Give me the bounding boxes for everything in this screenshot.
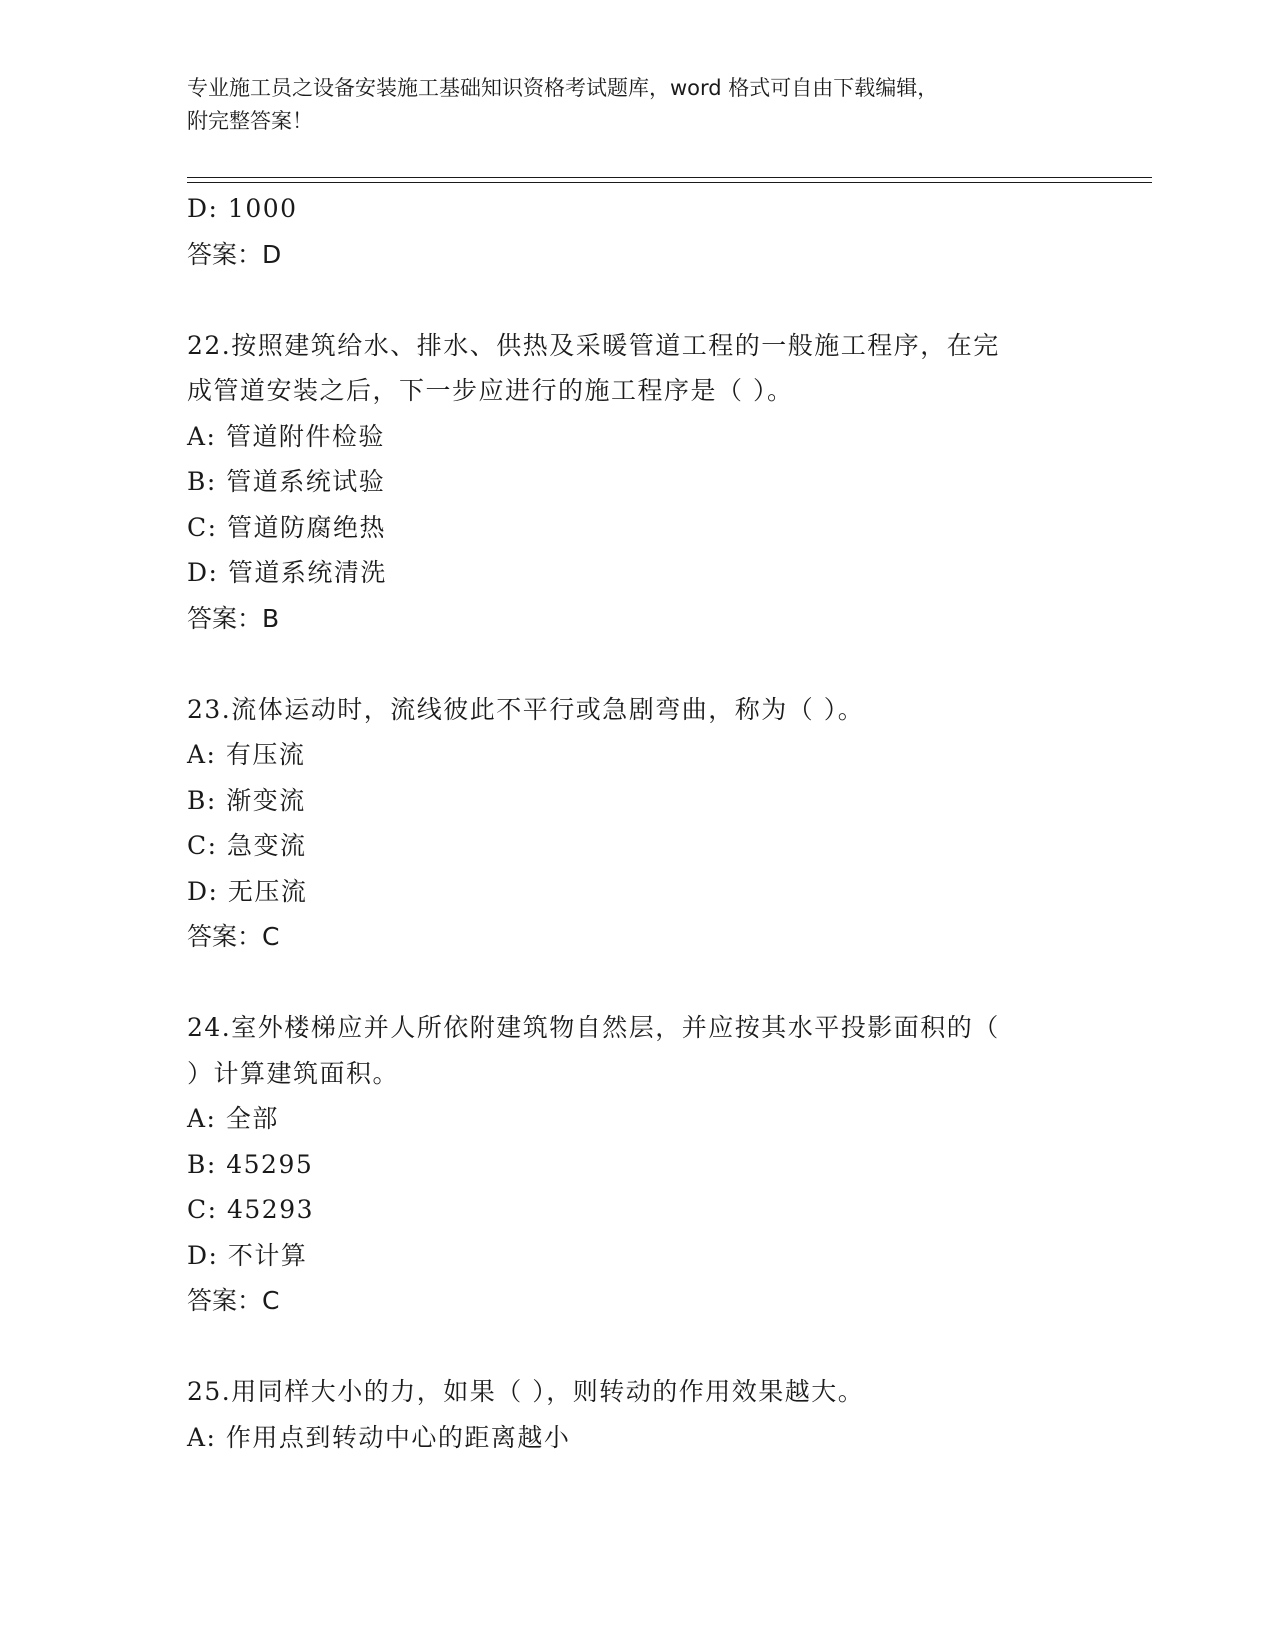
header-divider-top xyxy=(187,177,1152,178)
question-23 xyxy=(187,687,1087,960)
answer: 答案：B xyxy=(187,603,280,633)
spacer xyxy=(187,1324,1087,1370)
question-text-line: 25.用同样大小的力，如果（ ），则转动的作用效果越大。 xyxy=(187,1377,865,1406)
question-text-line: 成管道安装之后，下一步应进行的施工程序是（ ）。 xyxy=(187,376,794,405)
spacer xyxy=(187,641,1087,687)
question-text-line: 22.按照建筑给水、排水、供热及采暖管道工程的一般施工程序，在完 xyxy=(187,330,1000,360)
option-d: D: 无压流 xyxy=(187,876,308,906)
option-d: D: 不计算 xyxy=(187,1240,308,1270)
question-text-line: 24.室外楼梯应并人所依附建筑物自然层，并应按其水平投影面积的（ xyxy=(187,1013,1000,1042)
question-list xyxy=(187,186,1087,1460)
option-a: A: 管道附件检验 xyxy=(187,421,385,451)
header-line-1: 专业施工员之设备安装施工基础知识资格考试题库，word 格式可自由下载编辑， xyxy=(187,76,939,100)
question-22 xyxy=(187,323,1087,642)
document-header xyxy=(187,72,1087,138)
option-c: C: 管道防腐绝热 xyxy=(187,512,386,542)
option-b: B: 45295 xyxy=(187,1149,314,1179)
option-c: C: 急变流 xyxy=(187,831,307,860)
question-text-line: ）计算建筑面积。 xyxy=(187,1058,400,1088)
spacer xyxy=(187,960,1087,1006)
option-d: D: 管道系统清洗 xyxy=(187,558,387,587)
spacer xyxy=(187,277,1087,323)
answer: 答案：C xyxy=(187,922,280,951)
option-b: B: 渐变流 xyxy=(187,785,306,815)
question-24 xyxy=(187,1005,1087,1324)
question-text-line: 23.流体运动时，流线彼此不平行或急剧弯曲，称为（ ）。 xyxy=(187,694,865,724)
option-c: C: 45293 xyxy=(187,1195,315,1224)
prev-option-d: D: 1000 xyxy=(187,194,298,223)
question-25 xyxy=(187,1369,1087,1460)
option-a: A: 有压流 xyxy=(187,740,306,769)
header-divider-bottom xyxy=(187,182,1152,183)
option-a: A: 全部 xyxy=(187,1104,279,1133)
prev-answer: 答案：D xyxy=(187,239,282,269)
answer: 答案：C xyxy=(187,1286,280,1315)
header-line-2: 附完整答案！ xyxy=(187,109,313,133)
option-a: A: 作用点到转动中心的距离越小 xyxy=(187,1422,571,1452)
option-b: B: 管道系统试验 xyxy=(187,467,386,496)
